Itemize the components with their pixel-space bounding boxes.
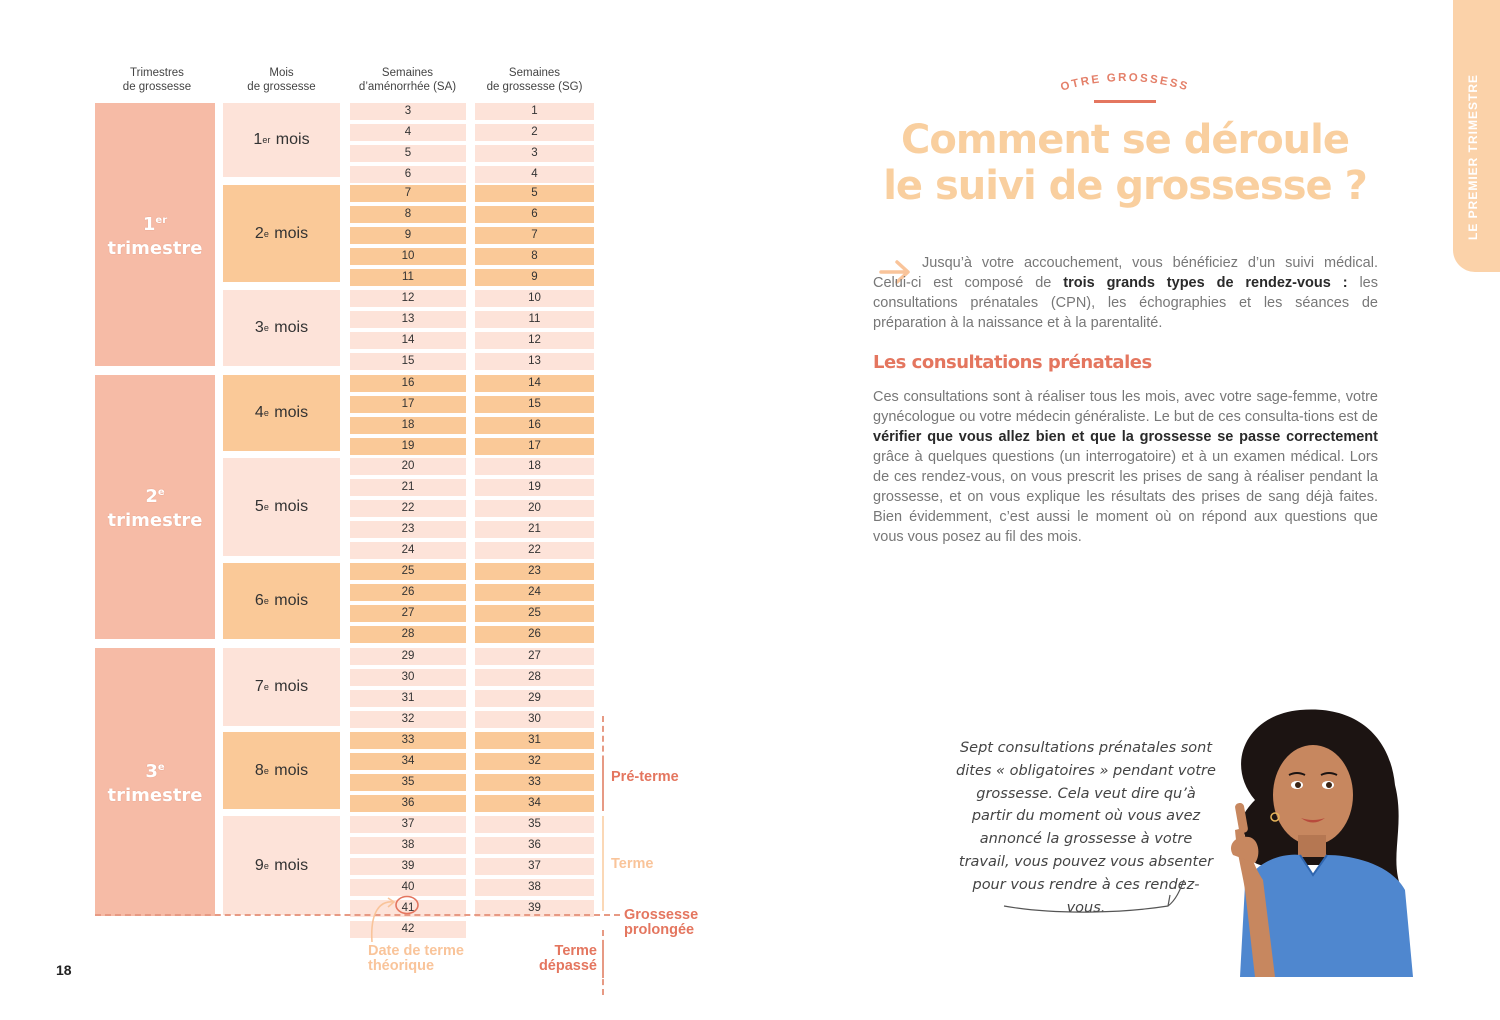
month-1 (223, 103, 340, 177)
sg-week-cell: 11 (475, 311, 594, 328)
body-bold: vérifier que vous allez bien et que la grossesse se passe correctement (873, 429, 1378, 445)
sa-week-cell: 4 (350, 124, 466, 141)
month-suffix: e (263, 408, 269, 418)
month-number: 8 (254, 761, 264, 779)
sa-week-cell: 15 (350, 353, 466, 370)
header-line: Semaines (381, 67, 434, 79)
sa-week-cell: 9 (350, 227, 466, 244)
note-line: Terme (554, 943, 597, 959)
sg-week-cell: 16 (475, 417, 594, 434)
sa-week-cell: 39 (350, 858, 466, 875)
header-sg (472, 66, 597, 94)
page-title (880, 117, 1370, 209)
sa-week-cell: 5 (350, 145, 466, 162)
trimester-number: 2 (145, 486, 158, 507)
sg-week-cell: 15 (475, 396, 594, 413)
intro-text: Jusqu’à votre accouchement, vous bénéficiez d’un suivi médical. Celui-ci est composé de (873, 255, 1378, 291)
trimester-number: 1 (142, 213, 156, 235)
sg-week-cell: 34 (475, 795, 594, 812)
month-6 (223, 563, 340, 639)
month-number: 7 (254, 678, 264, 695)
woman-illustration (1215, 705, 1425, 980)
month-5 (223, 458, 340, 556)
sg-week-cell: 1 (475, 103, 594, 120)
kicker (1050, 66, 1200, 97)
trimester-2 (95, 375, 215, 639)
sg-week-cell: 2 (475, 124, 594, 141)
month-suffix: e (263, 765, 269, 776)
page-number: 18 (56, 962, 72, 978)
title-line: le suivi de grossesse ? (883, 163, 1367, 209)
header-line: de grossesse (247, 81, 316, 93)
sa-week-cell: 30 (350, 669, 466, 686)
sg-week-cell: 6 (475, 206, 594, 223)
month-suffix: er (262, 135, 271, 145)
sg-week-cell: 30 (475, 711, 594, 728)
terme-bracket (602, 816, 604, 911)
trimester-label (107, 481, 202, 533)
sa-week-cell: 12 (350, 290, 466, 307)
header-line: de grossesse (122, 81, 192, 93)
sg-week-cell: 5 (475, 185, 594, 202)
month-number: 9 (254, 856, 264, 874)
header-line: d’aménorrhée (SA) (358, 81, 457, 93)
sa-week-cell: 42 (350, 921, 466, 938)
sg-week-cell: 3 (475, 145, 594, 162)
month-number: 6 (254, 592, 264, 609)
sg-week-cell: 12 (475, 332, 594, 349)
sg-week-cell: 24 (475, 584, 594, 601)
month-7 (223, 648, 340, 726)
trimester-number: 3 (145, 761, 158, 782)
body-text: Ces consultations sont à réaliser tous les mois, avec votre sage-femme, votre gynécologue ou votre médecin généraliste. Le but de ces consulta-tions est de (873, 389, 1378, 425)
date-terme-arrow-icon (350, 892, 430, 952)
depasse-bracket (602, 942, 604, 978)
note-line: Date de terme (368, 943, 464, 959)
month-number: 3 (254, 319, 264, 336)
body-text: grâce à quelques questions (un interrogatoire) et à un examen médical. Lors de ces rendez-vous, on vous prescrit les prises de sang à réaliser pendant la grossesse, et on vous explique les résultats des prises de sang déjà faites. Bien évidemment, c’est aussi le moment où on répond aux questions que vous vous posez au fil des mois. (873, 449, 1378, 545)
sa-week-cell: 34 (350, 753, 466, 770)
terme-label: Terme (611, 856, 654, 872)
sa-week-cell: 37 (350, 816, 466, 833)
sa-week-cell: 8 (350, 206, 466, 223)
note-line: prolongée (624, 922, 695, 938)
trimester-word: trimestre (107, 237, 203, 259)
sg-week-cell: 4 (475, 166, 594, 183)
trimester-label (107, 209, 202, 261)
kicker-arc-text (1050, 66, 1200, 94)
sa-week-cell: 6 (350, 166, 466, 183)
sg-week-cell: 38 (475, 879, 594, 896)
sa-week-cell: 21 (350, 479, 466, 496)
sg-week-cell: 26 (475, 626, 594, 643)
header-line: Semaines (508, 67, 561, 79)
sa-week-cell: 38 (350, 837, 466, 854)
side-tab-label: LE PREMIER TRIMESTRE (1466, 73, 1480, 240)
sg-week-cell: 20 (475, 500, 594, 517)
sa-week-cell: 13 (350, 311, 466, 328)
intro-bold: trois grands types de rendez-vous : (1063, 275, 1348, 291)
month-word: mois (274, 592, 309, 609)
speech-bubble-text: Sept consultations prénatales sont dites « obligatoires » pendant votre grossesse. Cela veut dire qu’à partir du moment où vous avez annoncé la grossesse à votre travail, vous pouvez vous absenter pour vous rendre à ces rendez-vous. (956, 740, 1216, 916)
note-line: Grossesse (624, 907, 699, 923)
month-word: mois (274, 404, 309, 421)
sg-week-cell: 13 (475, 353, 594, 370)
sg-week-cell: 36 (475, 837, 594, 854)
month-word: mois (274, 761, 309, 779)
sa-week-cell: 32 (350, 711, 466, 728)
month-number: 1 (253, 131, 263, 148)
sg-week-cell: 10 (475, 290, 594, 307)
trimester-1 (95, 103, 215, 366)
trimester-word: trimestre (107, 510, 203, 531)
speech-bubble-tail (1000, 870, 1195, 920)
month-number: 2 (254, 224, 264, 242)
sa-week-cell: 7 (350, 185, 466, 202)
sa-week-cell: 27 (350, 605, 466, 622)
sg-week-cell: 14 (475, 375, 594, 392)
trimester-suffix: e (157, 762, 165, 773)
month-2 (223, 185, 340, 282)
header-sa (345, 66, 470, 94)
sg-week-cell: 25 (475, 605, 594, 622)
month-4 (223, 375, 340, 451)
month-suffix: e (263, 682, 269, 692)
sa-week-cell: 41 (350, 900, 466, 917)
sa-week-cell: 26 (350, 584, 466, 601)
sa-week-cell: 36 (350, 795, 466, 812)
month-3 (223, 290, 340, 366)
sa-week-cell: 35 (350, 774, 466, 791)
sa-week-cell: 22 (350, 500, 466, 517)
month-word: mois (274, 856, 309, 874)
month-number: 4 (254, 404, 264, 421)
note-line: théorique (368, 958, 435, 974)
sg-week-cell: 29 (475, 690, 594, 707)
month-word: mois (274, 319, 309, 336)
sg-week-cell: 31 (475, 732, 594, 749)
trimester-suffix: er (155, 214, 168, 226)
sg-week-cell: 23 (475, 563, 594, 580)
sg-week-cell: 8 (475, 248, 594, 265)
sa-week-cell: 29 (350, 648, 466, 665)
sa-week-cell: 28 (350, 626, 466, 643)
month-9 (223, 816, 340, 915)
header-trimestres (98, 66, 216, 94)
sa-week-cell: 25 (350, 563, 466, 580)
pre-terme-bracket (602, 760, 604, 810)
sg-week-cell: 39 (475, 900, 594, 917)
sg-week-cell: 18 (475, 458, 594, 475)
sa-week-cell: 16 (350, 375, 466, 392)
trimester-word: trimestre (107, 785, 203, 806)
sg-week-cell: 35 (475, 816, 594, 833)
sg-week-cell: 37 (475, 858, 594, 875)
kicker-rule (1094, 100, 1156, 103)
month-word: mois (274, 678, 309, 695)
intro-paragraph (873, 253, 1378, 333)
sg-week-cell: 32 (475, 753, 594, 770)
svg-text:VOTRE GROSSESSE: OTRE GROSSESS (1059, 71, 1191, 94)
sa-week-cell: 18 (350, 417, 466, 434)
sa-week-cell: 14 (350, 332, 466, 349)
terme-depasse-label (520, 944, 597, 974)
month-number: 5 (254, 498, 264, 515)
sa-week-cell: 33 (350, 732, 466, 749)
sg-week-cell: 7 (475, 227, 594, 244)
body-paragraph (873, 387, 1378, 547)
sa-week-cell: 3 (350, 103, 466, 120)
intro-text: les consultations prénatales (CPN), les échographies et les séances de préparation à la naissance et à la parentalité. (873, 275, 1378, 331)
month-suffix: e (263, 860, 269, 871)
sa-week-cell: 40 (350, 879, 466, 896)
month-word: mois (274, 224, 309, 242)
month-word: mois (275, 131, 310, 148)
sa-week-cell: 10 (350, 248, 466, 265)
month-word: mois (274, 498, 309, 515)
sg-week-cell: 27 (475, 648, 594, 665)
pre-terme-label: Pré-terme (611, 769, 679, 785)
month-8 (223, 732, 340, 809)
sa-week-cell: 11 (350, 269, 466, 286)
grossesse-prolongee-label (624, 908, 698, 938)
header-line: Trimestres (130, 67, 184, 79)
sa-week-cell: 23 (350, 521, 466, 538)
trimester-3 (95, 648, 215, 916)
sa-week-cell: 31 (350, 690, 466, 707)
sg-week-cell: 22 (475, 542, 594, 559)
sg-week-cell: 21 (475, 521, 594, 538)
sg-week-cell: 9 (475, 269, 594, 286)
title-line: Comment se déroule (901, 117, 1349, 163)
header-line: de grossesse (SG) (486, 81, 583, 93)
trimester-label (107, 756, 202, 808)
sa-week-cell: 20 (350, 458, 466, 475)
sa-week-cell: 19 (350, 438, 466, 455)
note-line: dépassé (538, 958, 597, 974)
month-suffix: e (263, 596, 269, 606)
header-line: Mois (269, 67, 294, 79)
sa-week-cell: 24 (350, 542, 466, 559)
month-suffix: e (263, 323, 269, 333)
sg-week-cell: 19 (475, 479, 594, 496)
sa-week-cell: 17 (350, 396, 466, 413)
month-suffix: e (263, 502, 269, 512)
header-mois (223, 66, 340, 94)
sg-week-cell: 17 (475, 438, 594, 455)
section-title: Les consultations prénatales (873, 352, 1152, 373)
sg-week-cell: 33 (475, 774, 594, 791)
month-suffix: e (263, 228, 269, 239)
sg-week-cell: 28 (475, 669, 594, 686)
trimester-suffix: e (157, 487, 165, 498)
